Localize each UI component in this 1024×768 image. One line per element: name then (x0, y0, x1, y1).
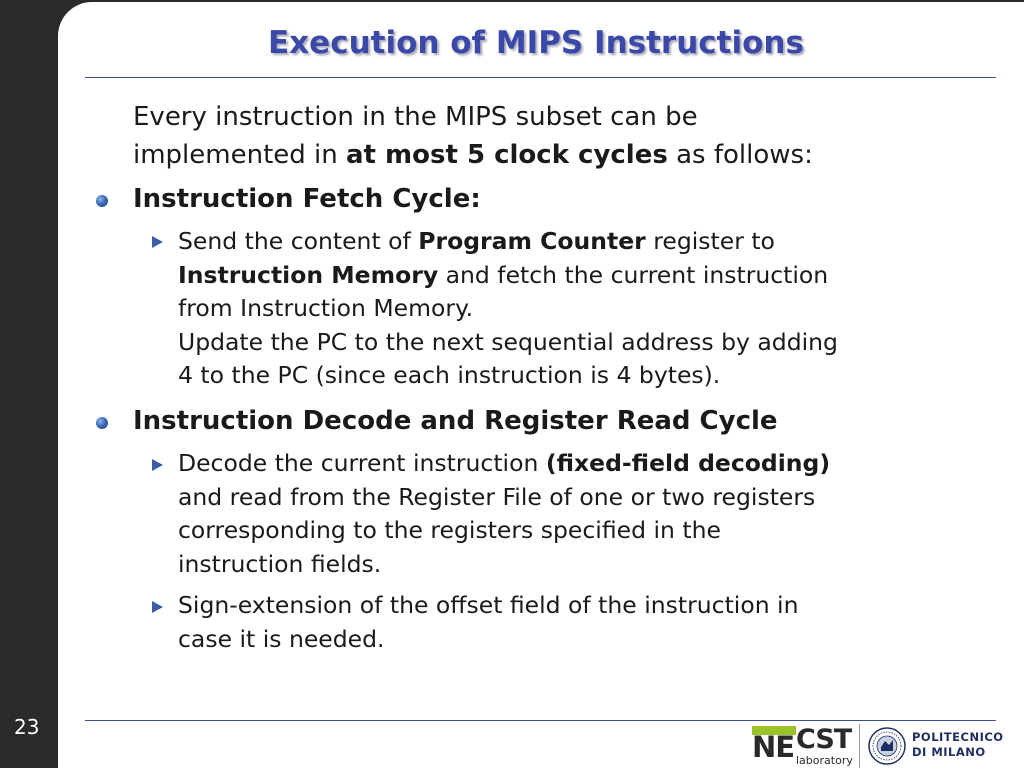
sign-ext-line-2: case it is needed. (178, 624, 385, 653)
intro-text: implemented in (133, 140, 347, 170)
fetch-text: and fetch the current instruction (438, 260, 829, 289)
decode-line-1 (178, 447, 830, 481)
decode-line-3: corresponding to the registers specified in the (178, 516, 721, 544)
page-number: 23 (14, 715, 40, 739)
decode-text: Decode the current instruction (178, 449, 546, 477)
bullet-icon (96, 195, 108, 207)
fetch-line-3: from Instruction Memory. (178, 294, 474, 322)
fetch-line-4: Update the PC to the next sequential address by adding (178, 327, 838, 356)
title-rule (85, 77, 996, 78)
slide-title: Execution of MIPS Instructions (268, 25, 804, 61)
sign-ext-line-1: Sign-extension of the offset field of the instruction in (178, 591, 799, 619)
necst-logo-laboratory: laboratory (796, 754, 853, 767)
intro-paragraph (133, 98, 813, 174)
fetch-text: Send the content of (178, 227, 419, 255)
polimi-line-2: DI MILANO (912, 745, 986, 759)
logo-divider (859, 724, 860, 768)
footer-rule (85, 720, 996, 721)
fixed-field-term: (fixed-field decoding) (545, 449, 831, 477)
intro-text-end: as follows: (667, 140, 813, 170)
polimi-logo-text (912, 730, 1004, 760)
necst-logo-cst: CST (796, 724, 852, 755)
polimi-line-1: POLITECNICO (912, 730, 1004, 744)
instruction-memory-term: Instruction Memory (178, 260, 439, 289)
polimi-seal-icon (868, 727, 906, 765)
decode-line-2: and read from the Register File of one or two registers (178, 482, 816, 511)
necst-logo-ne: NE (752, 730, 795, 764)
fetch-text: register to (645, 227, 775, 255)
fetch-heading: Instruction Fetch Cycle: (133, 184, 481, 214)
arrow-bullet-icon (152, 601, 163, 613)
fetch-item (178, 225, 838, 393)
program-counter-term: Program Counter (418, 227, 646, 255)
decode-heading: Instruction Decode and Register Read Cycle (133, 406, 778, 436)
footer-logos (752, 724, 1002, 768)
arrow-bullet-icon (152, 459, 163, 471)
intro-line-1: Every instruction in the MIPS subset can be (133, 102, 698, 132)
fetch-line-5: 4 to the PC (since each instruction is 4 bytes). (178, 361, 721, 389)
arrow-bullet-icon (152, 236, 163, 248)
decode-item-1 (178, 447, 830, 581)
decode-item-2 (178, 589, 798, 656)
intro-line-2 (133, 136, 813, 174)
fetch-line-2 (178, 259, 838, 293)
intro-emphasis: at most 5 clock cycles (346, 140, 668, 170)
fetch-line-1 (178, 225, 838, 259)
bullet-icon (96, 417, 108, 429)
decode-line-4: instruction fields. (178, 549, 382, 578)
